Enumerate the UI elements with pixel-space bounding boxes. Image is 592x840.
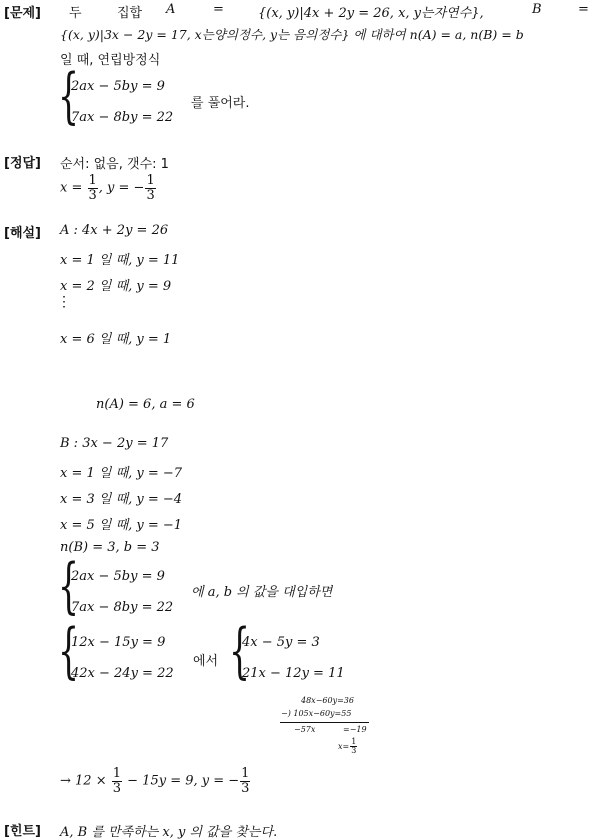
problem-label: [문제]	[4, 6, 41, 21]
problem-line3: 일 때, 연립방정식	[60, 53, 161, 68]
sys3-eq1: 4x − 5y = 3	[242, 635, 320, 650]
calc-rule	[280, 722, 369, 723]
system-brace: {	[58, 61, 80, 131]
solution-label: [해설]	[4, 226, 41, 241]
problem-set-a: {(x, y)|4x + 2y = 26, x, y는자연수},	[258, 6, 484, 21]
system-brace: {	[229, 616, 251, 686]
sys2-eq2: 42x − 24y = 22	[71, 666, 174, 681]
answer-line1: 순서: 없음, 갯수: 1	[60, 157, 169, 172]
sys1-eq1: 2ax − 5by = 9	[71, 569, 165, 584]
solution-b-row: x = 5 일 때, y = −1	[60, 518, 183, 533]
answer-label: [정답]	[4, 156, 41, 171]
solution-a-def: A : 4x + 2y = 26	[60, 223, 169, 238]
sys3-eq2: 21x − 12y = 11	[242, 666, 345, 681]
problem-word: 집합	[117, 6, 143, 21]
solution-b-def: B : 3x − 2y = 17	[60, 436, 169, 451]
sys2-eq1: 12x − 15y = 9	[71, 635, 166, 650]
problem-eq2: 7ax − 8by = 22	[71, 110, 174, 125]
problem-tail: 를 풀어라.	[191, 96, 250, 111]
sys1-text: 에 a, b 의 값을 대입하면	[191, 585, 333, 600]
problem-word: 두	[69, 6, 82, 21]
system-brace: {	[58, 616, 80, 686]
hint-label: [힌트]	[4, 824, 41, 839]
problem-word: B	[532, 2, 542, 17]
solution-final: → 12 × $\frac{1}{3}$ − 15y = 9, y = − $\frac{1}{3}$	[60, 766, 250, 796]
system-brace: {	[58, 551, 80, 621]
problem-eq1: 2ax − 5by = 9	[71, 79, 165, 94]
solution-a-row: x = 6 일 때, y = 1	[60, 332, 172, 347]
problem-word: A	[166, 2, 176, 17]
calc-line2: −) 105x−60y=55	[281, 709, 352, 718]
sys2-text: 에서	[193, 654, 219, 669]
calc-result: x= $\frac{1}{3}$	[338, 737, 357, 756]
solution-na: n(A) = 6, a = 6	[96, 397, 195, 412]
calc-line1: 48x−60y=36	[301, 696, 354, 705]
solution-nb: n(B) = 3, b = 3	[60, 540, 160, 555]
sys1-eq2: 7ax − 8by = 22	[71, 600, 174, 615]
vdots: ⋮	[57, 294, 71, 310]
problem-set-b: {(x, y)|3x − 2y = 17, x는양의정수, y는 음의정수} 에 대하여 n(A) = a, n(B) = b	[60, 27, 524, 42]
calc-line3: −57x	[294, 725, 316, 734]
problem-word: =	[213, 2, 224, 17]
solution-a-row: x = 1 일 때, y = 11	[60, 253, 180, 268]
answer-solution: x = $\frac{1}{3}$ , y = − $\frac{1}{3}$	[60, 173, 155, 203]
hint-text: A, B 를 만족하는 x, y 의 값을 찾는다.	[60, 825, 278, 840]
problem-word: =	[578, 2, 589, 17]
calc-line4: =−19	[343, 725, 367, 734]
solution-a-row: x = 2 일 때, y = 9	[60, 279, 172, 294]
solution-b-row: x = 1 일 때, y = −7	[60, 466, 183, 481]
solution-b-row: x = 3 일 때, y = −4	[60, 492, 183, 507]
